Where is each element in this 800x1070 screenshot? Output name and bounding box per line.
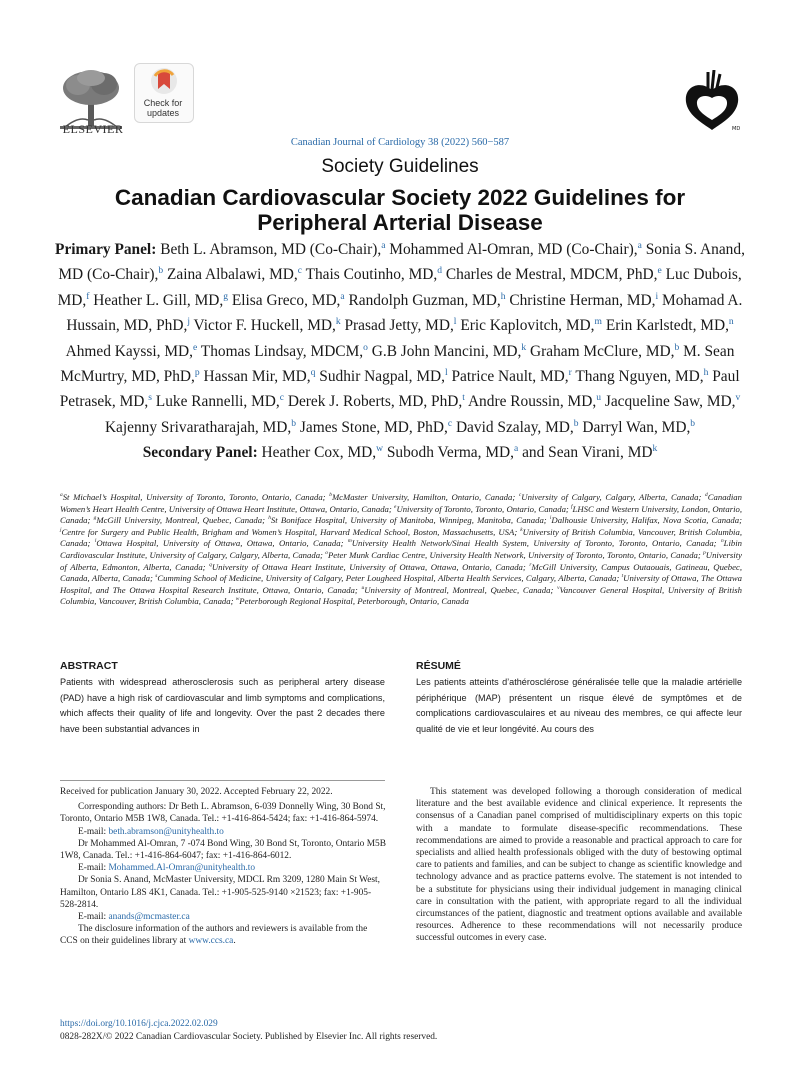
email-label-2: E-mail: — [78, 863, 109, 874]
affiliation-entry: $^d$Canadian Women’s Heart Health Centre, University of Ottawa Heart Institute, Ottawa, Ontario, Canada; — [60, 492, 742, 514]
ccs-heart-logo — [682, 70, 742, 132]
disclosure-note — [60, 923, 386, 947]
affiliation-letter: v — [557, 584, 560, 591]
primary-panel-author: Mohammed Al-Omran, MD (Co-Chair),$^a$ — [389, 239, 642, 258]
affiliation-entry: $^h$St Boniface Hospital, University of Manitoba, Winnipeg, Manitoba, Canada; — [268, 515, 550, 526]
affiliation-letter: r — [529, 561, 532, 568]
primary-panel-author: Luke Rannelli, MD,$^c$ — [155, 392, 284, 411]
disclosure-text: The disclosure information of the authors and reviewers is available from the CCS on their guidelines library at — [60, 924, 368, 947]
email-label-1: E-mail: — [78, 826, 109, 837]
affiliation-marker[interactable]: a — [381, 239, 386, 251]
primary-panel-author: Graham McClure, MD,$^b$ — [530, 341, 680, 360]
affiliation-letter: u — [361, 584, 365, 591]
affiliation-letter: j — [60, 526, 62, 533]
article-title-line2: Peripheral Arterial Disease — [257, 210, 543, 235]
affiliation-marker[interactable]: l — [444, 366, 448, 378]
primary-panel-author: Thang Nguyen, MD,$^h$ — [575, 366, 709, 386]
affiliation-entry: $^m$University Health Network/Sinai Health System, University of Toronto, Toronto, Ontario, Canada; — [347, 538, 721, 549]
affiliation-entry: $^l$Ottawa Hospital, University of Ottawa, Ottawa, Ontario, Canada; — [94, 538, 348, 549]
primary-panel-author: G.B John Mancini, MD,$^k$ — [371, 341, 527, 360]
primary-panel-author: Kajenny Srivaratharajah, MD,$^b$ — [104, 417, 297, 436]
email-line-3 — [60, 911, 386, 923]
affiliation-entry: $^g$McGill University, Montreal, Quebec, Canada; — [93, 515, 269, 526]
affiliation-marker[interactable]: q — [310, 366, 316, 378]
affiliation-marker[interactable]: g — [223, 290, 228, 302]
primary-panel-author: Thais Coutinho, MD,$^d$ — [305, 265, 443, 284]
email-line-1 — [60, 826, 386, 838]
primary-panel-author: Thomas Lindsay, MDCM,$^o$ — [200, 341, 368, 360]
primary-panel-author: Prasad Jetty, MD,$^l$ — [344, 316, 457, 335]
copyright-line: 0828-282X/© 2022 Canadian Cardiovascular Society. Published by Elsevier Inc. All rights reserved. — [60, 1032, 438, 1042]
affiliation-letter: e — [394, 503, 397, 510]
article-title-line1: Canadian Cardiovascular Society 2022 Guidelines for — [114, 185, 686, 210]
affiliation-marker[interactable]: b — [690, 417, 696, 429]
primary-panel-author: Beth L. Abramson, MD (Co-Chair),$^a$ — [160, 239, 386, 258]
affiliation-list — [60, 492, 742, 608]
affiliation-entry: $^e$University of Toronto, Toronto, Ontario, Canada; — [394, 503, 572, 514]
primary-panel-author: Elisa Greco, MD,$^a$ — [231, 290, 345, 309]
primary-panel-author: Derek J. Roberts, MD, PhD,$^t$ — [287, 392, 465, 411]
affiliation-marker[interactable]: k — [521, 341, 527, 353]
affiliation-letter: p — [703, 550, 706, 557]
affiliation-marker[interactable]: k — [335, 316, 341, 328]
affiliation-marker[interactable]: p — [194, 366, 200, 378]
affiliation-marker[interactable]: b — [674, 341, 680, 353]
journal-reference-link[interactable]: Canadian Journal of Cardiology 38 (2022) 560−587 — [290, 137, 510, 148]
affiliation-marker[interactable]: e — [192, 341, 198, 353]
affiliation-entry: $^f$LHSC and Western University, London, Ontario, Canada; — [60, 503, 743, 526]
affiliation-entry: $^i$Dalhousie University, Halifax, Nova Scotia, Canada; — [549, 515, 742, 526]
affiliation-entry: $^j$Centre for Surgery and Public Health, Brigham and Women’s Hospital, Harvard Medical School, Boston, Massachusetts, USA; — [60, 526, 521, 537]
email-link-1[interactable]: beth.abramson@unityhealth.to — [108, 826, 224, 837]
affiliation-entry: $^v$Vancouver General Hospital, University of British Columbia, Vancouver, British Columbia, Canada; — [60, 584, 742, 607]
affiliation-marker[interactable]: n — [728, 316, 734, 328]
email-label-3: E-mail: — [78, 912, 109, 923]
primary-panel-author: Sonia S. Anand, MD (Co-Chair),$^b$ — [58, 241, 745, 284]
affiliation-marker[interactable]: b — [158, 265, 164, 277]
primary-panel-author: James Stone, MD, PhD,$^c$ — [299, 417, 453, 436]
affiliation-entry: $^p$University of Alberta, Edmonton, Alberta, Canada; — [60, 549, 742, 572]
affiliation-letter: n — [720, 538, 724, 545]
affiliation-entry: $^n$Libin Cardiovascular Institute, University of Calgary, Calgary, Alberta, Canada; — [60, 538, 743, 560]
primary-panel-author: Sudhir Nagpal, MD,$^l$ — [319, 366, 448, 386]
affiliation-marker[interactable]: b — [291, 417, 297, 429]
resume-heading: RÉSUMÉ — [416, 660, 461, 672]
primary-panel-author: Darryl Wan, MD,$^b$ — [582, 417, 696, 436]
affiliation-letter: c — [518, 492, 522, 499]
affiliation-marker[interactable]: a — [340, 290, 345, 302]
affiliation-letter: o — [325, 550, 328, 557]
affiliation-letter: d — [705, 492, 708, 499]
svg-text:MD: MD — [732, 126, 741, 132]
secondary-panel-author: Heather Cox, MD,$^w$ — [261, 443, 383, 462]
affiliation-entry: $^c$University of Calgary, Calgary, Alberta, Canada; — [518, 492, 706, 502]
primary-panel-author: Hassan Mir, MD,$^q$ — [203, 366, 316, 386]
primary-panel-author: Charles de Mestral, MDCM, PhD,$^e$ — [445, 265, 662, 284]
footnote-divider — [60, 780, 385, 781]
primary-panel-author: Ahmed Kayssi, MD,$^e$ — [65, 341, 198, 360]
affiliation-entry: $^k$University of British Columbia, Vancouver, British Columbia, Canada; — [60, 526, 742, 549]
affiliation-marker[interactable]: j — [187, 316, 190, 328]
affiliation-letter: a — [60, 492, 63, 499]
guideline-statement: This statement was developed following a thorough consideration of medical literature and the best available evidence and clinical experience. It represents the consensus of a Canadian panel comprised of multidisciplinary experts on this topic with a mandate to formulate disease-specific recommendations. These recommendations are aimed to provide a reasonable and practical approach to care for specialists and allied health professionals obliged with the duty of bestowing optimal care to patients and families, and can be subject to change as scientific knowledge and technology advance and as practice patterns evolve. The statement is not intended to be a substitute for physicians using their individual judgement in managing clinical care in consultation with the patient, with appropriate regard to all the individual circumstances of the patient, diagnostic and treatment options available and available resources. Adherence to these recommendations will not necessarily produce successful outcomes in every case. — [416, 787, 742, 944]
secondary-panel-author: and Sean Virani, MD$^k$ — [522, 443, 658, 462]
affiliation-marker[interactable]: d — [437, 265, 443, 277]
affiliation-marker[interactable]: w — [376, 443, 383, 455]
affiliation-letter: i — [549, 515, 552, 522]
primary-panel-author: Mohamad A. Hussain, MD, PhD,$^j$ — [66, 291, 743, 335]
primary-panel-author: M. Sean McMurtry, MD, PhD,$^p$ — [60, 342, 735, 386]
affiliation-letter: f — [571, 503, 573, 510]
affiliation-marker[interactable]: h — [500, 290, 506, 302]
affiliation-entry: $^q$University of Ottawa Heart Institute, University of Ottawa, Ottawa, Ontario, Canada; — [209, 561, 530, 572]
affiliation-entry: $^o$Peter Munk Cardiac Centre, University Health Network, University of Toronto, Toronto, Ontario, Canada; — [325, 549, 704, 560]
affiliation-marker[interactable]: r — [568, 366, 572, 378]
corresponding-author-1: Corresponding authors: Dr Beth L. Abramson, 6-039 Donnelly Wing, 30 Bond St, Toronto, Ontario M5B 1W8, Canada. Tel.: +1-416-864-5424; fax: +1-416-864-5974. — [60, 802, 386, 825]
primary-panel-label: Primary Panel: — [55, 241, 161, 258]
affiliation-marker[interactable]: l — [453, 316, 457, 328]
affiliation-letter: h — [268, 515, 271, 522]
affiliation-marker[interactable]: a — [637, 239, 642, 251]
affiliation-entry: $^t$University of Ottawa, The Ottawa Hospital, and The Ottawa Hospital Research Institute, Ottawa, Ontario, Canada; — [60, 573, 742, 595]
affiliation-entry: $^b$McMaster University, Hamilton, Ontario, Canada; — [329, 492, 519, 502]
affiliation-entry: $^s$Cumming School of Medicine, University of Calgary, Peter Lougheed Hospital, Alberta Health Services, Calgary, Alberta, Canada; — [155, 573, 622, 584]
affiliation-marker[interactable]: c — [447, 417, 453, 429]
affiliation-entry: $^a$St Michael’s Hospital, University of Toronto, Toronto, Ontario, Canada; — [60, 492, 330, 502]
received-date: Received for publication January 30, 2022. Accepted February 22, 2022. — [60, 787, 333, 797]
affiliation-marker[interactable]: a — [513, 443, 519, 455]
primary-panel-author: Victor F. Huckell, MD,$^k$ — [193, 316, 341, 335]
affiliation-entry: $^u$University of Montreal, Montreal, Quebec, Canada; — [361, 584, 558, 595]
affiliation-marker[interactable]: u — [596, 392, 601, 404]
affiliation-marker[interactable]: s — [148, 392, 152, 404]
primary-panel-author: Zaina Albalawi, MD,$^c$ — [166, 265, 302, 284]
author-list — [46, 237, 754, 466]
affiliation-entry: $^r$McGill University, Campus Outaouais, Gatineau, Quebec, Canada, Alberta, Canada; — [60, 561, 742, 584]
affiliation-letter: t — [621, 573, 624, 580]
corresponding-author-2: Dr Mohammed Al-Omran, 7 -074 Bond Wing, 30 Bond St, Toronto, Ontario M5B 1W8, Canada. Tel.: +1-416-864-6047; fax: +1-416-864-6012. — [60, 838, 386, 862]
affiliation-marker[interactable]: k — [652, 443, 658, 455]
article-title — [40, 185, 760, 235]
section-label: Society Guidelines — [321, 156, 479, 177]
affiliation-letter: m — [347, 538, 352, 545]
check-for-updates-line2: updates — [146, 108, 180, 118]
affiliation-marker[interactable]: h — [703, 366, 709, 378]
email-line-2 — [60, 862, 386, 874]
corresponding-author-3: Dr Sonia S. Anand, McMaster University, MDCL Rm 3209, 1280 Main St West, Hamilton, Ontario L8S 4K1, Canada. Tel.: +1-905-525-9140 ×21523; fax: +1-905-528-2814. — [60, 875, 381, 910]
affiliation-marker[interactable]: e — [657, 265, 662, 277]
email-link-3[interactable]: anands@mcmaster.ca — [108, 912, 190, 923]
resume-body: Les patients atteints d’athérosclérose généralisée telle que la maladie artérielle périphérique (MAP) présentent un risque élevé de symptômes et de complications cardiovasculaires et au niveau des membres, ce qui affecte leur qualité de vie et leur longévité. Au cours des — [416, 677, 742, 734]
abstract-heading: ABSTRACT — [60, 660, 118, 672]
email-link-2[interactable]: Mohammed.Al-Omran@unityhealth.to — [108, 863, 256, 874]
affiliation-letter: b — [329, 492, 332, 499]
primary-panel-author: Randolph Guzman, MD,$^h$ — [348, 290, 506, 309]
primary-panel-author: Jacqueline Saw, MD,$^v$ — [604, 392, 741, 411]
affiliation-marker[interactable]: c — [279, 392, 284, 404]
doi-link[interactable]: https://doi.org/10.1016/j.cjca.2022.02.029 — [60, 1019, 218, 1029]
abstract-body: Patients with widespread atherosclerosis such as peripheral artery disease (PAD) have a high risk of cardiovascular and limb symptoms and complications, which affects their quality of life and longevity. Over the past 2 decades there have been substantial advances in — [60, 677, 385, 734]
footnotes — [60, 786, 386, 951]
affiliation-entry: $^w$Peterborough Regional Hospital, Peterborough, Ontario, Canada — [235, 596, 469, 607]
affiliation-letter: q — [209, 561, 212, 568]
affiliation-marker[interactable]: o — [363, 341, 368, 353]
abstract-french — [416, 660, 742, 737]
check-for-updates-line1: Check for — [143, 98, 183, 108]
affiliation-marker[interactable]: b — [573, 417, 579, 429]
abstract-english — [60, 660, 385, 737]
affiliation-marker[interactable]: t — [462, 392, 465, 404]
ccs-website-link[interactable]: www.ccs.ca — [188, 936, 234, 947]
affiliation-marker[interactable]: c — [297, 265, 302, 277]
affiliation-letter: l — [94, 538, 97, 545]
affiliation-marker[interactable]: m — [594, 316, 602, 328]
primary-panel-author: Paul Petrasek, MD,$^s$ — [59, 368, 740, 411]
affiliation-letter: s — [155, 573, 158, 580]
secondary-panel-label: Secondary Panel: — [142, 444, 262, 462]
secondary-panel-author: Subodh Verma, MD,$^a$ — [386, 443, 519, 462]
affiliation-letter: g — [93, 515, 97, 522]
publisher-name: ELSEVIER — [62, 122, 124, 136]
primary-panel-author: Eric Kaplovitch, MD,$^m$ — [460, 316, 602, 335]
primary-panel-author: Luc Dubois, MD,$^f$ — [57, 266, 742, 309]
primary-panel-author: Erin Karlstedt, MD,$^n$ — [605, 316, 734, 335]
primary-panel-author: Christine Herman, MD,$^i$ — [509, 290, 659, 309]
primary-panel-author: Heather L. Gill, MD,$^g$ — [93, 290, 228, 309]
affiliation-marker[interactable]: i — [655, 290, 659, 302]
affiliation-marker[interactable]: f — [86, 290, 90, 302]
bookmark-icon — [135, 64, 193, 100]
affiliation-letter: k — [520, 526, 523, 533]
primary-panel-author: David Szalay, MD,$^b$ — [455, 417, 579, 436]
primary-panel-author: Patrice Nault, MD,$^r$ — [451, 366, 572, 386]
affiliation-marker[interactable]: v — [735, 392, 741, 404]
primary-panel-author: Andre Roussin, MD,$^u$ — [467, 392, 601, 411]
disclosure-end: . — [233, 936, 236, 947]
affiliation-letter: w — [235, 596, 240, 603]
